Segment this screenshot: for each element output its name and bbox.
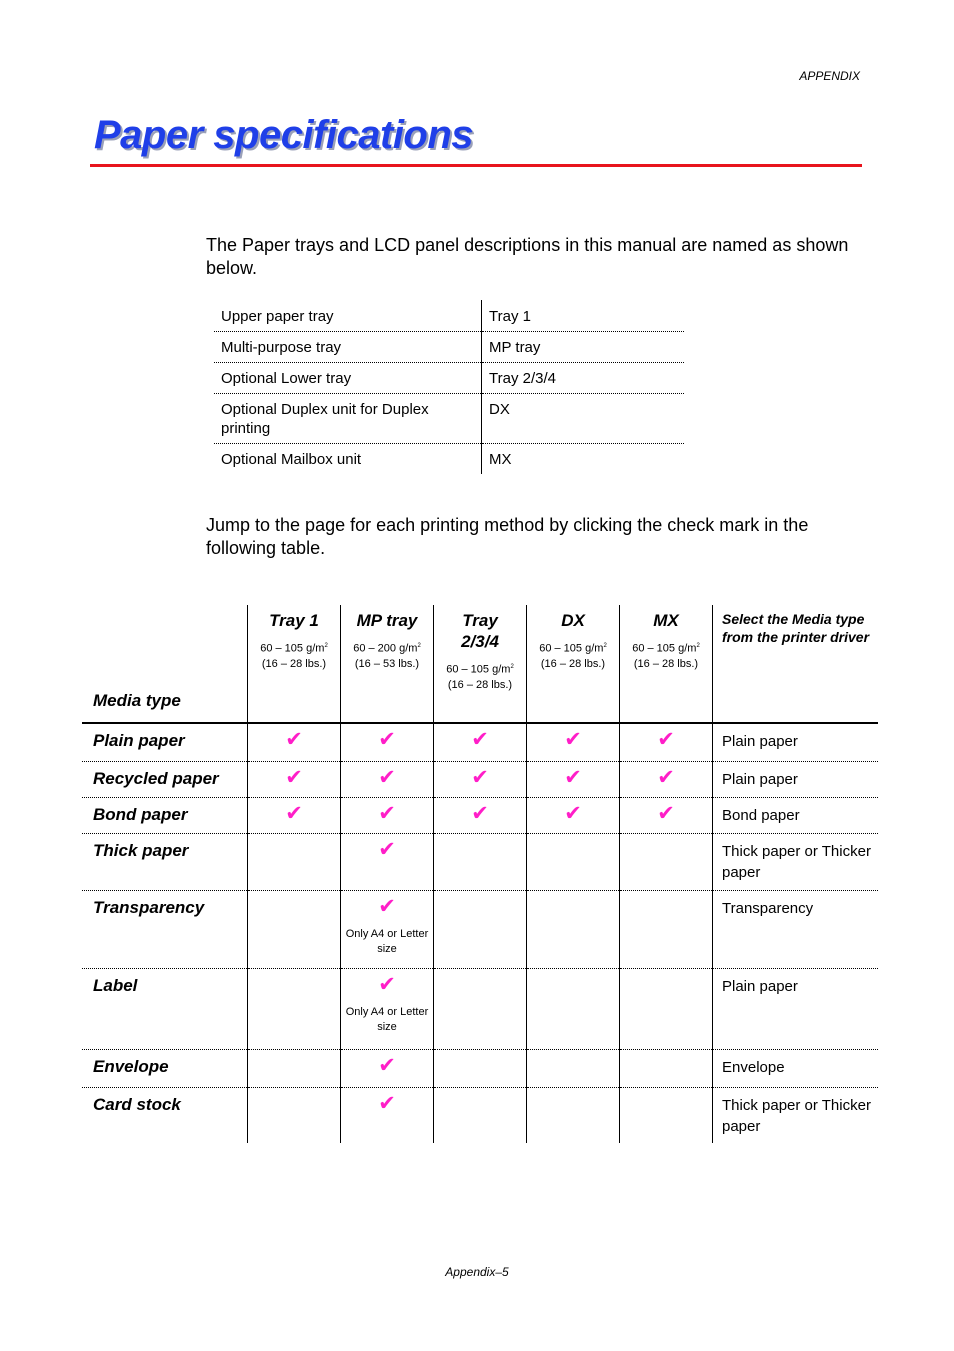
support-cell — [341, 833, 434, 890]
driver-media-type — [713, 723, 879, 761]
driver-media-type — [713, 833, 879, 890]
column-header-dx — [527, 605, 620, 723]
support-cell — [248, 890, 341, 968]
support-cell — [527, 890, 620, 968]
support-cell — [434, 1087, 527, 1143]
support-cell — [341, 890, 434, 968]
media-row — [82, 1049, 878, 1087]
support-cell — [620, 833, 713, 890]
names-row — [214, 394, 684, 444]
support-cell — [527, 1087, 620, 1143]
page-number: Appendix–5 — [445, 1265, 509, 1279]
media-row — [82, 1087, 878, 1143]
driver-media-type — [713, 761, 879, 797]
media-type-name: Bond paper — [82, 797, 248, 833]
support-cell — [341, 797, 434, 833]
check-mark-icon[interactable]: ✔ — [471, 728, 489, 751]
tray-short-name: DX — [482, 394, 685, 444]
names-row — [214, 300, 684, 332]
support-cell — [434, 761, 527, 797]
check-mark-icon[interactable]: ✔ — [378, 837, 396, 861]
support-cell — [620, 797, 713, 833]
support-cell — [341, 1087, 434, 1143]
support-cell — [248, 968, 341, 1049]
support-cell — [620, 1087, 713, 1143]
support-cell — [620, 890, 713, 968]
tray-names-table — [214, 300, 684, 474]
tray-description: Multi-purpose tray — [214, 332, 482, 363]
check-mark-icon[interactable]: ✔ — [378, 972, 396, 996]
size-note: Only A4 or Letter size — [345, 1005, 429, 1033]
support-cell — [434, 1049, 527, 1087]
driver-media-label: Thick paper or Thicker paper — [722, 842, 871, 881]
column-title: DX — [561, 611, 585, 630]
names-row — [214, 363, 684, 394]
media-type-name: Thick paper — [82, 833, 248, 890]
column-title: MP tray — [356, 611, 418, 630]
support-cell — [248, 723, 341, 761]
driver-media-label: Bond paper — [722, 806, 800, 824]
column-weight-spec: 60 – 105 $g/m^2$ (16 – 28 lbs.) — [260, 642, 328, 670]
media-type-name: Card stock — [93, 1094, 181, 1114]
check-mark-icon[interactable]: ✔ — [657, 765, 675, 789]
select-media-label: Select the Media type from the printer driver — [722, 611, 870, 645]
check-mark-icon[interactable]: ✔ — [564, 728, 582, 751]
media-type-name: Transparency — [82, 890, 248, 968]
tray-description: Optional Lower tray — [214, 363, 482, 394]
media-type-name: Recycled paper — [82, 761, 248, 797]
driver-media-type — [713, 968, 879, 1049]
driver-media-type — [713, 1087, 879, 1143]
check-mark-icon[interactable]: ✔ — [378, 801, 396, 825]
media-row — [82, 890, 878, 968]
media-row — [82, 723, 878, 761]
column-weight-spec: 60 – 105 $g/m^2$ (16 – 28 lbs.) — [539, 642, 607, 670]
driver-media-label: Transparency — [722, 899, 814, 917]
jump-paragraph: Jump to the page for each printing method by clicking the check mark in the following table. — [206, 515, 809, 558]
tray-description: Optional Mailbox unit — [214, 444, 482, 475]
page-title: Paper specifications — [94, 113, 474, 157]
support-cell — [527, 723, 620, 761]
driver-media-label: Plain paper — [722, 733, 798, 750]
driver-media-type — [713, 890, 879, 968]
support-cell — [620, 1049, 713, 1087]
column-header-mx — [620, 605, 713, 723]
tray-short-name: MP tray — [482, 332, 685, 363]
support-cell — [434, 833, 527, 890]
names-row — [214, 444, 684, 475]
support-cell — [248, 1049, 341, 1087]
column-title: Tray 1 — [269, 611, 319, 630]
column-header-mp-tray — [341, 605, 434, 723]
column-weight-spec: 60 – 200 $g/m^2$ (16 – 53 lbs.) — [353, 642, 421, 670]
check-mark-icon[interactable]: ✔ — [564, 765, 582, 789]
column-header-tray-1 — [248, 605, 341, 723]
column-weight-spec: 60 – 105 $g/m^2$ (16 – 28 lbs.) — [446, 663, 514, 691]
size-note: Only A4 or Letter size — [345, 927, 429, 955]
support-cell — [434, 890, 527, 968]
intro-paragraph: The Paper trays and LCD panel descriptions in this manual are named as shown below. — [206, 235, 849, 278]
column-header-tray-2-3-4 — [434, 605, 527, 723]
support-cell — [248, 761, 341, 797]
driver-media-type — [713, 797, 879, 833]
media-type-name: Label — [82, 968, 248, 1049]
support-cell — [248, 833, 341, 890]
support-cell — [527, 1049, 620, 1087]
media-row — [82, 761, 878, 797]
column-title: Tray 2/3/4 — [461, 611, 499, 651]
driver-media-label: Plain paper — [722, 977, 798, 995]
driver-media-type — [713, 1049, 879, 1087]
driver-media-label: Envelope — [722, 1058, 785, 1076]
support-cell — [434, 797, 527, 833]
support-cell — [434, 723, 527, 761]
check-mark-icon[interactable]: ✔ — [471, 801, 489, 825]
support-cell — [248, 1087, 341, 1143]
check-mark-icon[interactable]: ✔ — [378, 765, 396, 789]
support-cell — [434, 968, 527, 1049]
check-mark-icon[interactable]: ✔ — [285, 765, 303, 789]
check-mark-icon[interactable]: ✔ — [657, 801, 675, 825]
check-mark-icon[interactable]: ✔ — [285, 801, 303, 825]
tray-short-name: Tray 1 — [482, 300, 685, 332]
names-row — [214, 332, 684, 363]
check-mark-icon[interactable]: ✔ — [378, 728, 396, 751]
media-row — [82, 797, 878, 833]
media-type-name: Plain paper — [82, 723, 248, 761]
support-cell — [527, 797, 620, 833]
media-type-name: Envelope — [82, 1049, 248, 1087]
tray-description: Upper paper tray — [221, 308, 334, 325]
driver-media-label: Thick paper or Thicker paper — [722, 1096, 871, 1135]
support-cell — [341, 1049, 434, 1087]
select-media-header — [713, 605, 879, 723]
media-type-table — [82, 605, 878, 1143]
support-cell — [620, 723, 713, 761]
media-row — [82, 968, 878, 1049]
support-cell — [341, 968, 434, 1049]
support-cell — [620, 761, 713, 797]
section-header: APPENDIX — [799, 69, 860, 83]
media-row — [82, 833, 878, 890]
media-type-label: Media type — [93, 691, 181, 710]
media-type-header — [82, 605, 248, 723]
check-mark-icon[interactable]: ✔ — [657, 728, 675, 751]
column-title: MX — [653, 611, 679, 630]
support-cell — [620, 968, 713, 1049]
tray-description: Optional Duplex unit for Duplex printing — [214, 394, 482, 444]
driver-media-label: Plain paper — [722, 770, 798, 788]
column-weight-spec: 60 – 105 $g/m^2$ (16 – 28 lbs.) — [632, 642, 700, 670]
check-mark-icon[interactable]: ✔ — [378, 1053, 396, 1077]
support-cell — [248, 797, 341, 833]
check-mark-icon[interactable]: ✔ — [378, 894, 396, 918]
support-cell — [527, 761, 620, 797]
check-mark-icon[interactable]: ✔ — [471, 765, 489, 789]
title-rule — [90, 164, 862, 167]
check-mark-icon[interactable]: ✔ — [285, 728, 303, 751]
support-cell — [341, 761, 434, 797]
check-mark-icon[interactable]: ✔ — [564, 801, 582, 825]
support-cell — [527, 833, 620, 890]
tray-short-name: Tray 2/3/4 — [482, 363, 685, 394]
tray-short-name: MX — [482, 444, 685, 475]
support-cell — [341, 723, 434, 761]
support-cell — [527, 968, 620, 1049]
check-mark-icon[interactable]: ✔ — [378, 1091, 396, 1115]
